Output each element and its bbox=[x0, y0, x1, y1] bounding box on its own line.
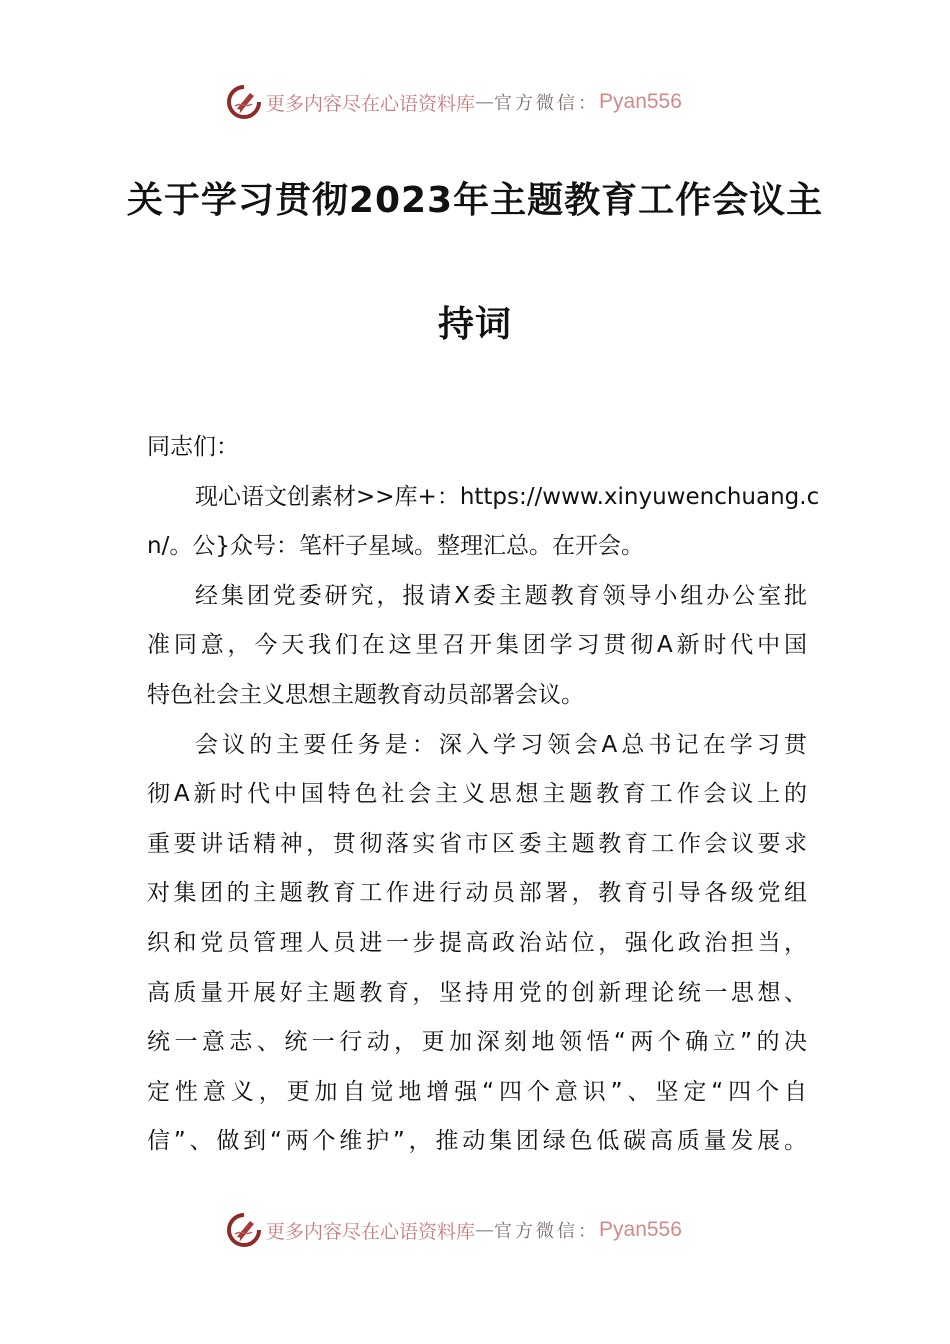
salutation: 同志们： bbox=[147, 434, 239, 460]
document-body bbox=[147, 423, 820, 1167]
watermark-text: 更多内容尽在心语资料库 bbox=[266, 92, 476, 115]
body-line: 对集团的主题教育工作进行动员部署，教育引导各级党组 bbox=[147, 880, 807, 907]
body-line: 会议的主要任务是：深入学习领会A总书记在学习贯 bbox=[195, 731, 807, 758]
header-watermark bbox=[226, 82, 726, 122]
body-line: 织和党员管理人员进一步提高政治站位，强化政治担当， bbox=[147, 929, 807, 956]
watermark-wechat-label: 官方微信： bbox=[494, 1221, 600, 1242]
quill-pen-circle-icon bbox=[226, 1212, 262, 1248]
watermark-dash: — bbox=[475, 91, 495, 113]
body-line: 准同意，今天我们在这里召开集团学习贯彻A新时代中国 bbox=[147, 632, 807, 659]
body-line: 统一意志、统一行动，更加深刻地领悟“两个确立”的决 bbox=[147, 1029, 807, 1056]
body-line: 重要讲话精神，贯彻落实省市区委主题教育工作会议要求 bbox=[147, 830, 807, 857]
watermark-wechat-label: 官方微信： bbox=[494, 93, 600, 114]
body-line: 经集团党委研究，报请X委主题教育领导小组办公室批 bbox=[195, 582, 807, 609]
body-line: n/。公}众号：笔杆子星域。整理汇总。在开会。 bbox=[147, 533, 644, 560]
watermark-wechat-id: Pyan556 bbox=[599, 90, 682, 113]
body-line: 定性意义，更加自觉地增强“四个意识”、坚定“四个自 bbox=[147, 1078, 807, 1105]
watermark-dash: — bbox=[475, 1219, 495, 1241]
document-title-line-1: 关于学习贯彻2023年主题教育工作会议主 bbox=[126, 180, 824, 221]
footer-watermark bbox=[226, 1210, 726, 1250]
quill-pen-circle-icon bbox=[226, 84, 262, 120]
body-line: 彻A新时代中国特色社会主义思想主题教育工作会议上的 bbox=[147, 781, 807, 808]
body-line: 特色社会主义思想主题教育动员部署会议。 bbox=[147, 681, 584, 708]
body-line: 高质量开展好主题教育，坚持用党的创新理论统一思想、 bbox=[147, 979, 807, 1006]
watermark-text: 更多内容尽在心语资料库 bbox=[266, 1220, 476, 1243]
watermark-wechat-id: Pyan556 bbox=[599, 1218, 682, 1241]
body-line: 信”、做到“两个维护”，推动集团绿色低碳高质量发展。 bbox=[147, 1128, 807, 1155]
document-title-line-2: 持词 bbox=[437, 304, 512, 345]
body-line: 现心语文创素材>>库+：https://www.xinyuwenchuang.c bbox=[195, 483, 820, 510]
